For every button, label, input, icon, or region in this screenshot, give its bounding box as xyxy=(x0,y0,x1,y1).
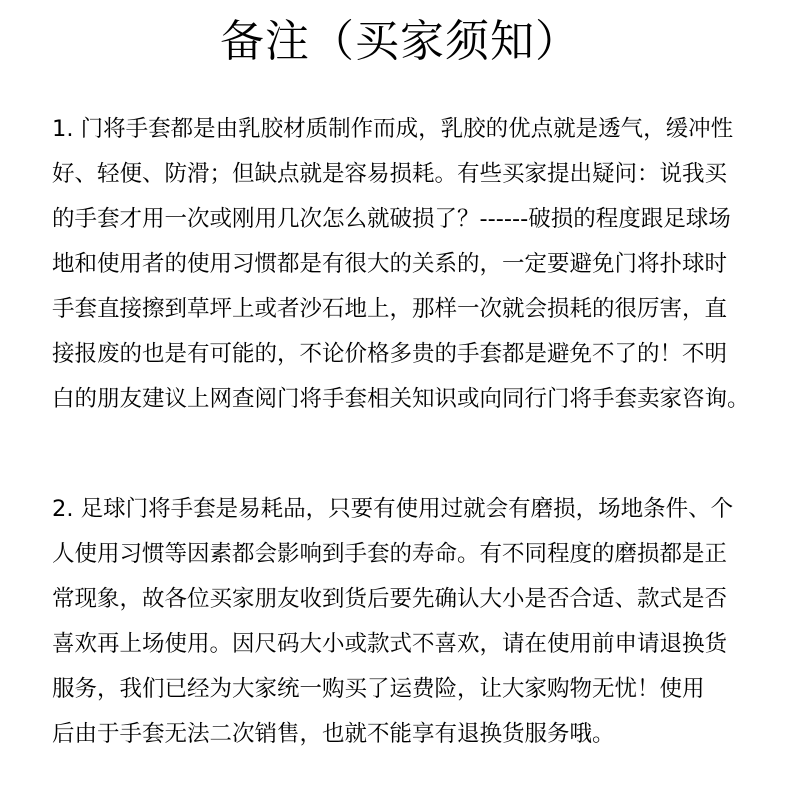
paragraph-line: 喜欢再上场使用。因尺码大小或款式不喜欢，请在使用前申请退换货 xyxy=(52,631,728,657)
paragraph-line: 好、轻便、防滑；但缺点就是容易损耗。有些买家提出疑问：说我买 xyxy=(52,161,728,187)
paragraph-line: 接报废的也是有可能的，不论价格多贵的手套都是避免不了的！不明 xyxy=(52,341,728,367)
paragraph-glove-wear xyxy=(52,107,792,422)
paragraph-return-policy xyxy=(52,487,792,757)
paragraph-line: 人使用习惯等因素都会影响到手套的寿命。有不同程度的磨损都是正 xyxy=(52,541,728,567)
paragraph-line: 的手套才用一次或刚用几次怎么就破损了？------破损的程度跟足球场 xyxy=(52,206,731,232)
paragraph-line: 地和使用者的使用习惯都是有很大的关系的，一定要避免门将扑球时 xyxy=(52,251,728,277)
page-title: 备注（买家须知） xyxy=(220,16,580,67)
paragraph-line: 白的朋友建议上网查阅门将手套相关知识或向同行门将手套卖家咨询。 xyxy=(52,386,750,412)
paragraph-line: 后由于手套无法二次销售，也就不能享有退换货服务哦。 xyxy=(52,721,615,747)
paragraph-line: 1. 门将手套都是由乳胶材质制作而成，乳胶的优点就是透气，缓冲性 xyxy=(52,116,734,142)
paragraph-line: 手套直接擦到草坪上或者沙石地上，那样一次就会损耗的很厉害，直 xyxy=(52,296,728,322)
paragraph-line: 服务，我们已经为大家统一购买了运费险，让大家购物无忧！使用 xyxy=(52,676,705,702)
paragraph-line: 2. 足球门将手套是易耗品，只要有使用过就会有磨损，场地条件、个 xyxy=(52,496,734,522)
paragraph-line: 常现象，故各位买家朋友收到货后要先确认大小是否合适、款式是否 xyxy=(52,586,728,612)
